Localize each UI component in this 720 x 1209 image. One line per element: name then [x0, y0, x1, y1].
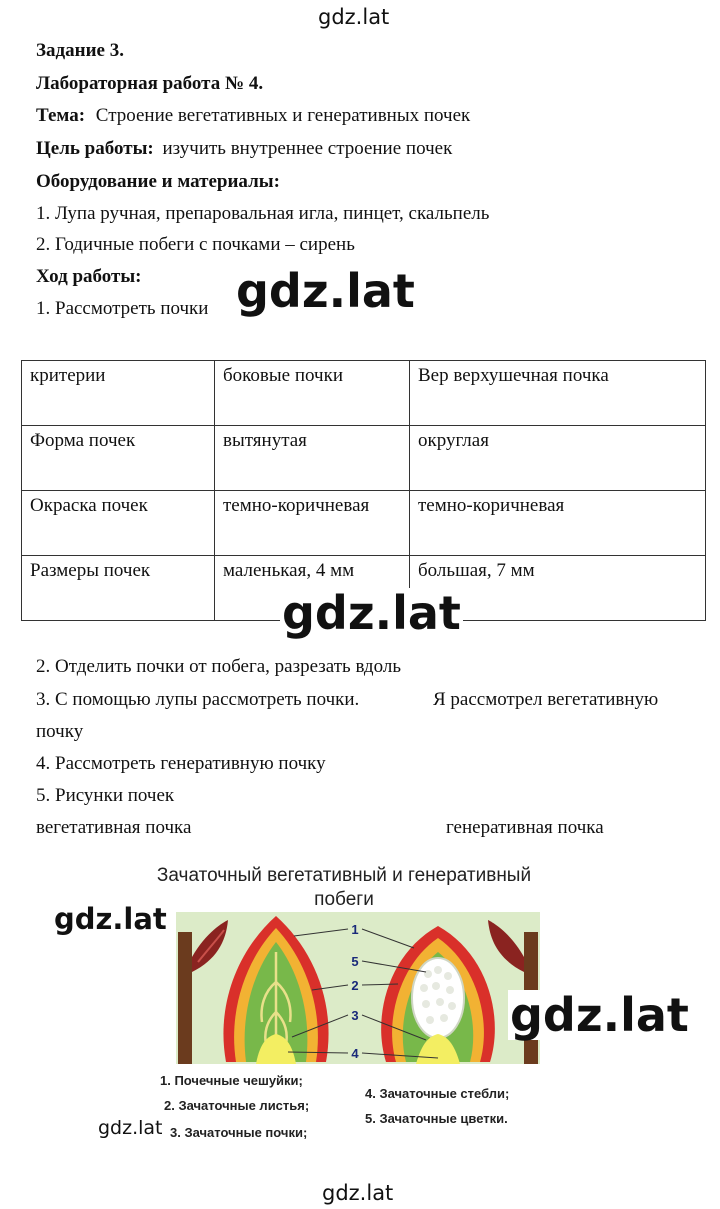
goal-label: Цель работы:: [36, 138, 154, 159]
progress-label: Ход работы:: [36, 266, 142, 287]
figure-title-line-2: побеги: [314, 889, 374, 910]
watermark-figure-left: gdz.lat: [54, 902, 167, 936]
equipment-label: Оборудование и материалы:: [36, 171, 280, 192]
table-cell: темно-коричневая: [410, 491, 706, 556]
label-number-4: 4: [351, 1046, 359, 1061]
label-number-1: 1: [351, 922, 359, 937]
goal-value: изучить внутреннее строение почек: [162, 138, 453, 159]
table-row: [22, 361, 706, 426]
legend-item-3: 3. Зачаточные почки;: [170, 1125, 308, 1140]
table-cell: Окраска почек: [22, 491, 215, 556]
step-1: 1. Рассмотреть почки: [36, 298, 209, 319]
watermark-top: gdz.lat: [318, 5, 390, 29]
table-cell: темно-коричневая: [215, 491, 410, 556]
equipment-item-1: 1. Лупа ручная, препаровальная игла, пинцет, скальпель: [36, 203, 490, 224]
goal-line: [36, 138, 452, 160]
watermark-figure-right: gdz.lat: [510, 988, 689, 1042]
table-cell: маленькая, 4 мм: [215, 556, 410, 621]
table-cell: большая, 7 мм: [410, 556, 706, 621]
watermark-bottom: gdz.lat: [322, 1181, 394, 1205]
label-number-3: 3: [351, 1008, 359, 1023]
task-title: Задание 3.: [36, 40, 124, 61]
step-3: 3. С помощью лупы рассмотреть почки.: [36, 689, 360, 710]
legend-item-1: 1. Почечные чешуйки;: [160, 1073, 303, 1088]
figure-title-line-1: Зачаточный вегетативный и генеративный: [156, 865, 532, 886]
legend-item-5: 5. Зачаточные цветки.: [365, 1111, 508, 1126]
table-row: [22, 426, 706, 491]
label-number-2: 2: [351, 978, 359, 993]
step-5: 5. Рисунки почек: [36, 785, 175, 806]
theme-value: Строение вегетативных и генеративных почек: [95, 105, 471, 126]
criteria-table: [21, 360, 706, 621]
watermark-legend: gdz.lat: [98, 1117, 163, 1139]
step-3-note: Я рассмотрел вегетативную: [433, 689, 659, 710]
watermark-mid: gdz.lat: [236, 264, 415, 318]
watermark-table: gdz.lat: [282, 586, 461, 640]
table-cell: Размеры почек: [22, 556, 215, 621]
table-cell: округлая: [410, 426, 706, 491]
bud-illustration: [176, 912, 540, 1064]
legend-item-4: 4. Зачаточные стебли;: [365, 1086, 510, 1101]
step-3-note-end: почку: [36, 721, 84, 742]
equipment-item-2: 2. Годичные побеги с почками – сирень: [36, 234, 355, 255]
table-cell: Форма почек: [22, 426, 215, 491]
table-cell: критерии: [22, 361, 215, 426]
theme-line: [36, 105, 470, 127]
label-number-5: 5: [351, 954, 359, 969]
step-2: 2. Отделить почки от побега, разрезать вдоль: [36, 656, 401, 677]
generative-bud-label: генеративная почка: [446, 817, 604, 838]
table-cell: вытянутая: [215, 426, 410, 491]
table-cell: боковые почки: [215, 361, 410, 426]
vegetative-bud-label: вегетативная почка: [36, 817, 192, 838]
table-row: [22, 491, 706, 556]
table-cell: Вер верхушечная почка: [410, 361, 706, 426]
step-4: 4. Рассмотреть генеративную почку: [36, 753, 326, 774]
figure-title: [124, 864, 564, 912]
theme-label: Тема:: [36, 105, 86, 126]
legend-item-2: 2. Зачаточные листья;: [164, 1098, 310, 1113]
lab-title: Лабораторная работа № 4.: [36, 73, 264, 94]
